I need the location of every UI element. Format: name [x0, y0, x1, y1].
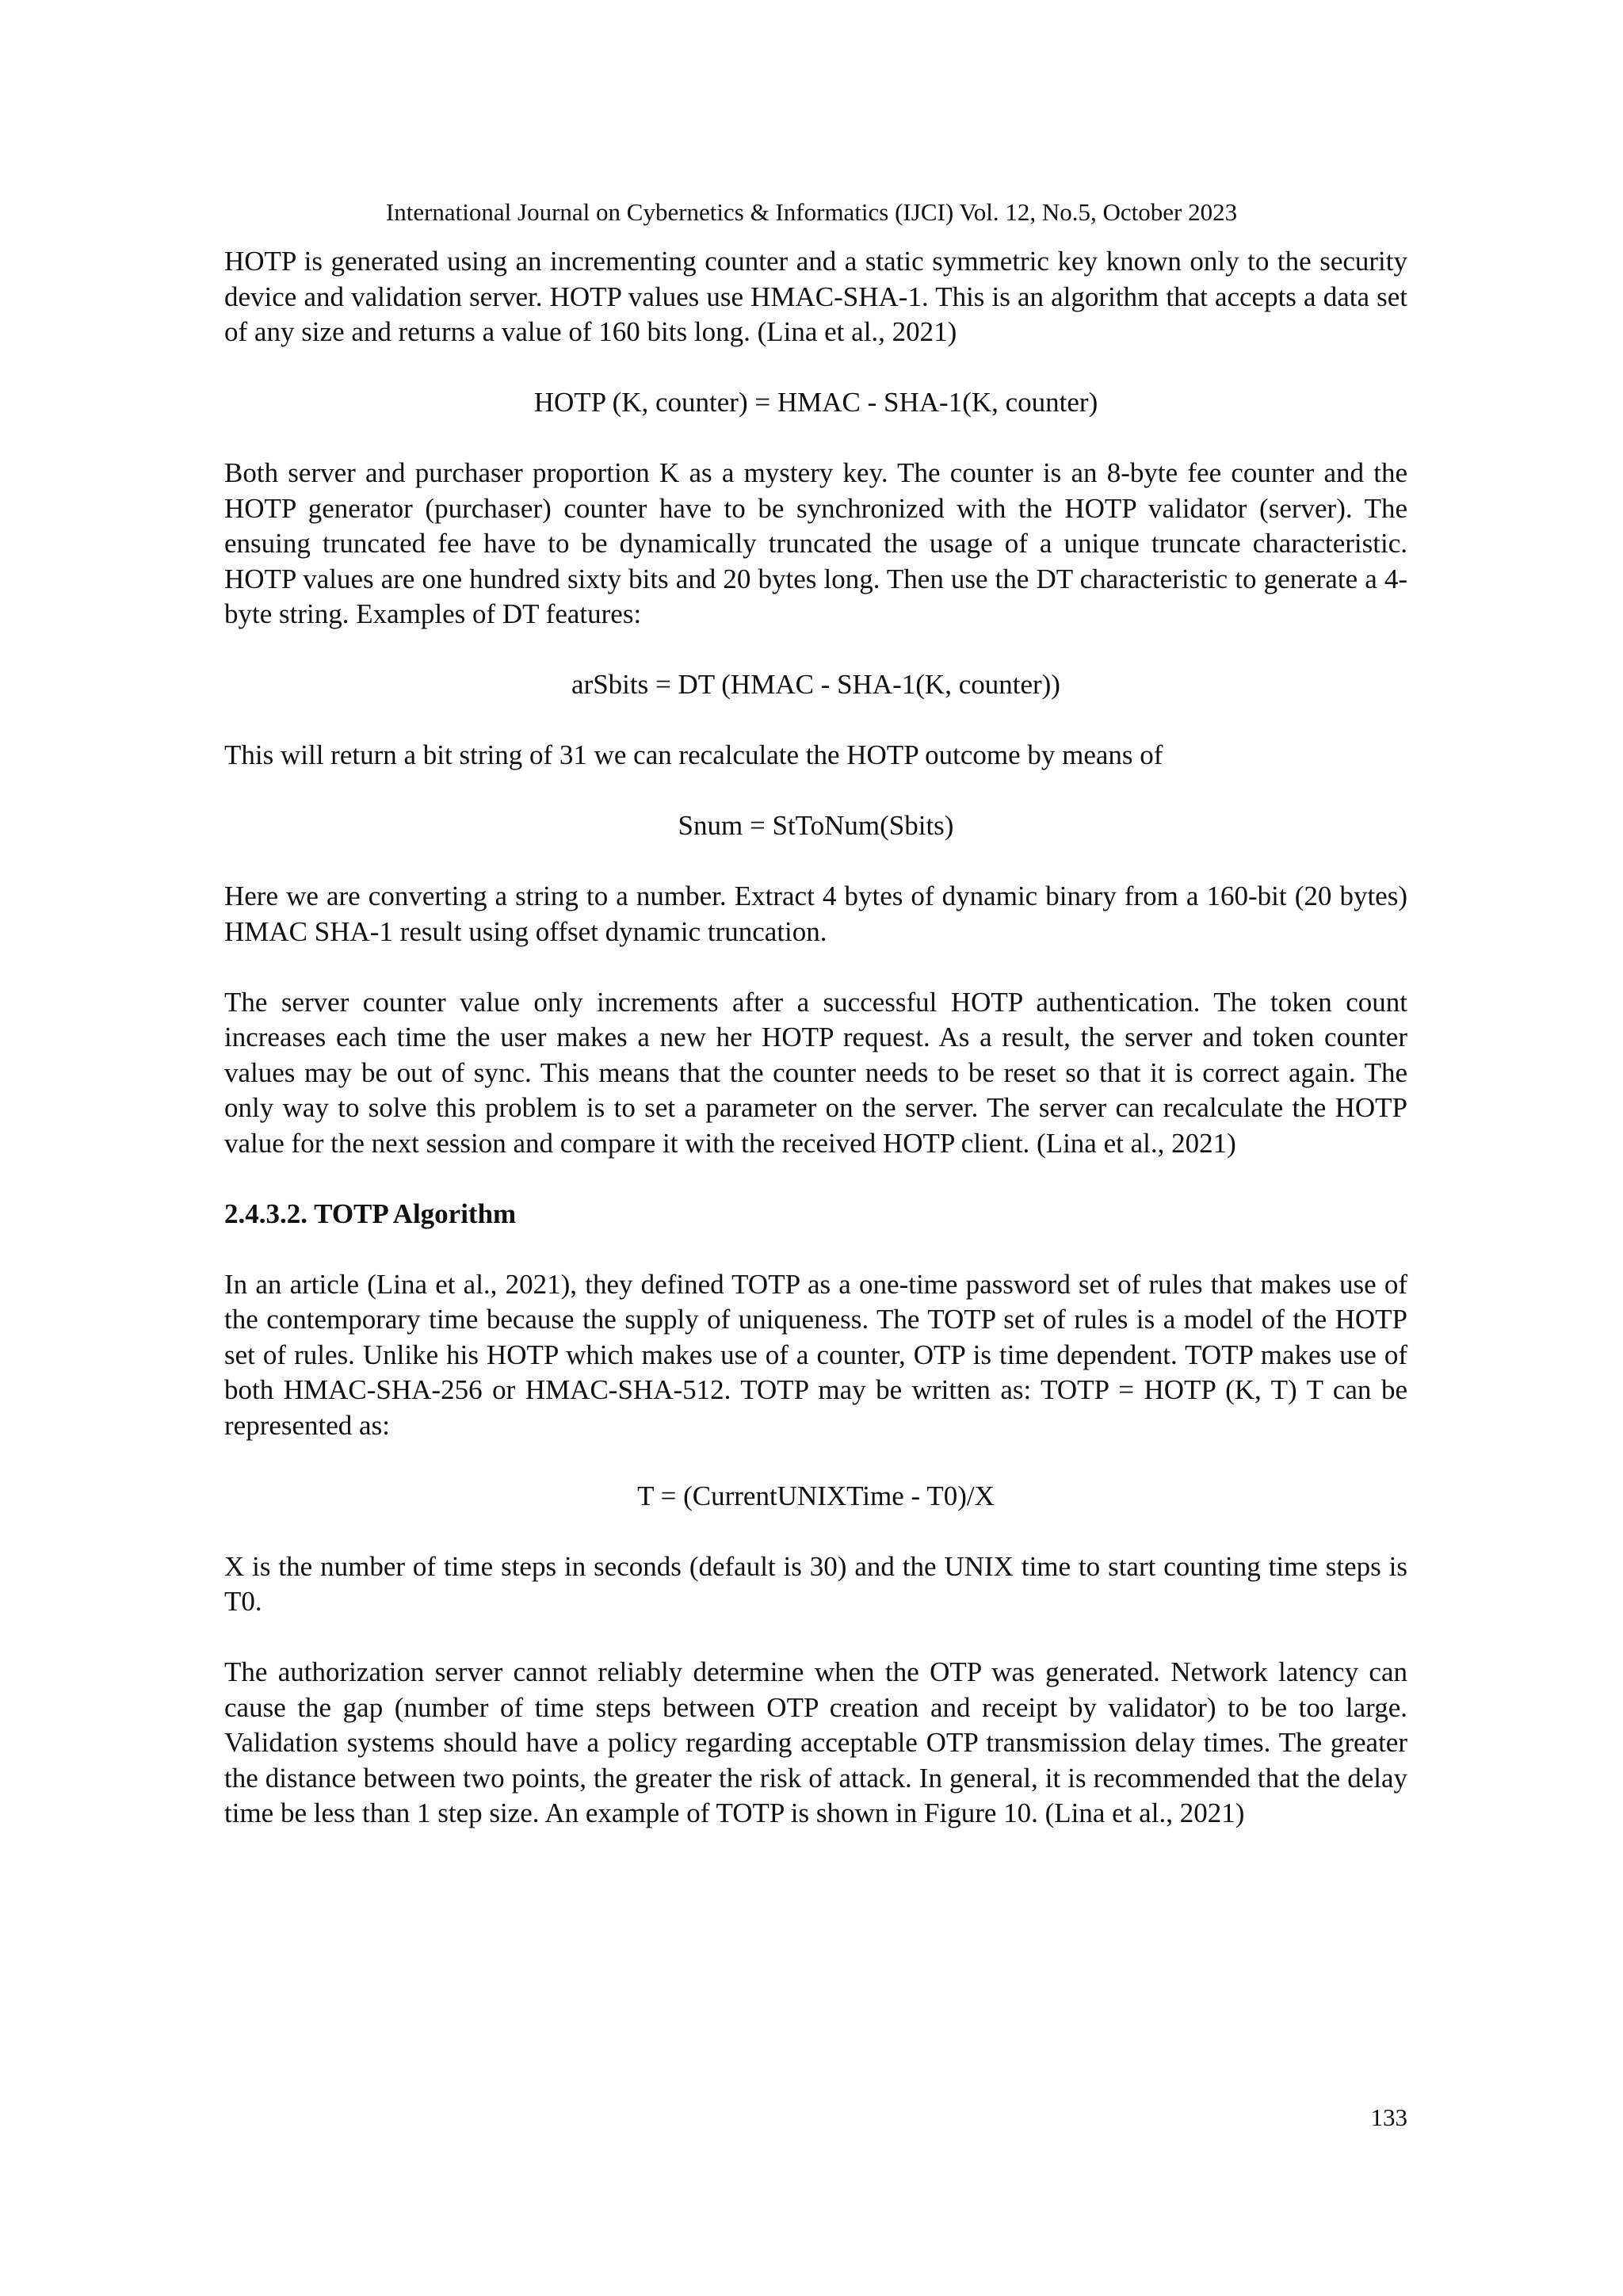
section-heading-totp: 2.4.3.2. TOTP Algorithm — [224, 1198, 517, 1229]
equation-totp-time: T = (CurrentUNIXTime - T0)/X — [637, 1480, 995, 1511]
equation-snum: Snum = StToNum(Sbits) — [678, 810, 954, 841]
paragraph-bit-string: This will return a bit string of 31 we can recalculate the HOTP outcome by means of — [224, 739, 1163, 770]
paragraph-server-counter: The server counter value only increments after a successful HOTP authentication. The token count increases each time the user makes a new her HOTP request. As a result, the server and token counter values may be out of sync. This means that the counter needs to be reset so that it is correct again. The only way to solve this problem is to set a parameter on the server. The server can recalculate the HOTP value for the next session and compare it with the received HOTP client. (Lina et al., 2021) — [224, 986, 1407, 1159]
paragraph-totp-definition: In an article (Lina et al., 2021), they defined TOTP as a one-time password set of rules that makes use of the contemporary time because the supply of uniqueness. The TOTP set of rules is a model of the HOTP set of rules. Unlike his HOTP which makes use of a counter, OTP is time dependent. TOTP makes use of both HMAC-SHA-256 or HMAC-SHA-512. TOTP may be written as: TOTP = HOTP (K, T) T can be represented as: — [224, 1268, 1407, 1441]
paragraph-authorization: The authorization server cannot reliably determine when the OTP was generated. Network latency can cause the gap (number of time steps between OTP creation and receipt by validator) to be too large. Validation systems should have a policy regarding acceptable OTP transmission delay times. The greater the distance between two points, the greater the risk of attack. In general, it is recommended that the delay time be less than 1 step size. An example of TOTP is shown in Figure 10. (Lina et al., 2021) — [224, 1656, 1407, 1828]
equation-dt: arSbits = DT (HMAC - SHA-1(K, counter)) — [571, 669, 1060, 700]
paragraph-hotp-intro: HOTP is generated using an incrementing counter and a static symmetric key known only to the security device and validation server. HOTP values use HMAC-SHA-1. This is an algorithm that accepts a data set of any size and returns a value of 160 bits long. (Lina et al., 2021) — [224, 246, 1407, 347]
running-header: International Journal on Cybernetics & Informatics (IJCI) Vol. 12, No.5, October 2023 — [385, 198, 1238, 226]
page-number: 133 — [1370, 2103, 1407, 2131]
body-text — [224, 244, 1407, 1832]
paragraph-conversion: Here we are converting a string to a number. Extract 4 bytes of dynamic binary from a 160-bit (20 bytes) HMAC SHA-1 result using offset dynamic truncation. — [224, 881, 1407, 947]
paragraph-time-steps: X is the number of time steps in seconds (default is 30) and the UNIX time to start counting time steps is T0. — [224, 1550, 1407, 1617]
paragraph-hotp-counter: Both server and purchaser proportion K as a mystery key. The counter is an 8-byte fee counter and the HOTP generator (purchaser) counter have to be synchronized with the HOTP validator (server). The ensuing truncated fee have to be dynamically truncated the usage of a unique truncate characteristic. HOTP values are one hundred sixty bits and 20 bytes long. Then use the DT characteristic to generate a 4-byte string. Examples of DT features: — [224, 457, 1407, 629]
equation-hotp: HOTP (K, counter) = HMAC - SHA-1(K, counter) — [533, 387, 1098, 418]
